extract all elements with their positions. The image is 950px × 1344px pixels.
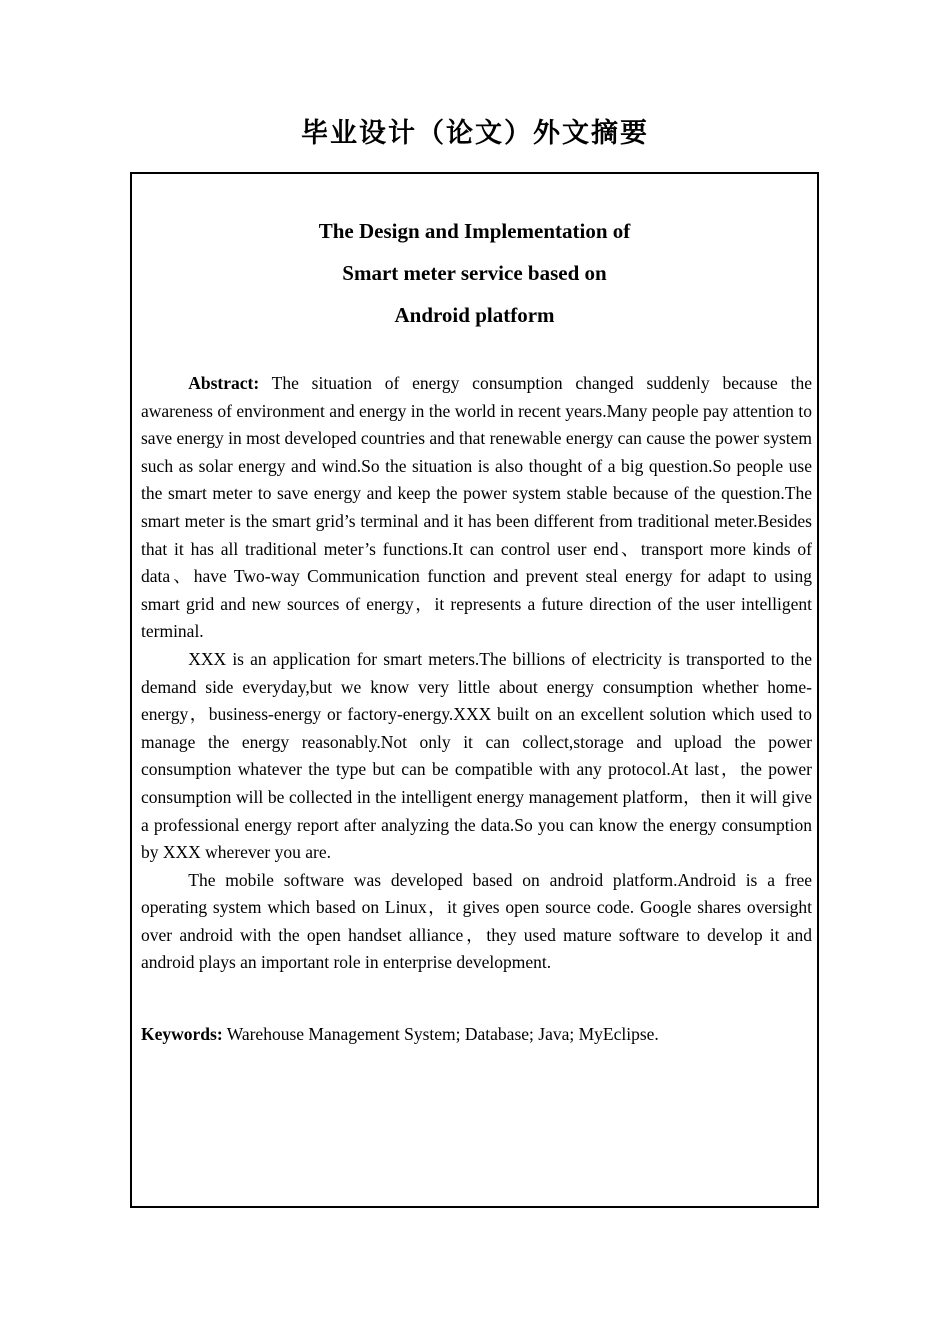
keywords-label: Keywords:	[141, 1024, 223, 1044]
keywords-text: Warehouse Management System; Database; Java; MyEclipse.	[222, 1024, 659, 1044]
abstract-paragraph-1-text: The situation of energy consumption changed suddenly because the awareness of environment and energy in the world in recent years.Many people pay attention to save energy in most developed countries and that renewable energy can cause the power system such as solar energy and wind.So the situation is also thought of a big question.So people use the smart meter to save energy and keep the power system stable because of the question.The smart meter is the smart grid’s terminal and it has been different from traditional meter.Besides that it has all traditional meter’s functions.It can control user end、transport more kinds of data、have Two-way Communication function and prevent steal energy for adapt to using smart grid and new sources of energy，it represents a future direction of the user intelligent terminal.	[141, 373, 812, 642]
title-line-1: The Design and Implementation of	[318, 219, 631, 243]
title-line-3: Android platform	[394, 303, 555, 327]
title-line-2: Smart meter service based on	[342, 261, 607, 285]
page-heading: 毕业设计（论文）外文摘要	[301, 118, 649, 149]
abstract-label: Abstract:	[188, 373, 260, 393]
paper-title	[132, 210, 817, 336]
abstract-paragraph-2: XXX is an application for smart meters.The billions of electricity is transported to the demand side everyday,but we know very little about energy consumption whether home-energy，business-energy or factory-energy.XXX built on an excellent solution which used to manage the energy reasonably.Not only it can collect,storage and upload the power consumption whatever the type but can be compatible with any protocol.At last，the power consumption will be collected in the intelligent energy management platform，then it will give a professional energy report after analyzing the data.So you can know the energy consumption by XXX wherever you are.	[141, 648, 812, 863]
abstract-paragraph-1	[141, 370, 812, 646]
abstract-body	[141, 370, 812, 977]
abstract-frame	[130, 172, 819, 1208]
abstract-paragraph-3: The mobile software was developed based on android platform.Android is a free operating system which based on Linux，it gives open source code. Google shares oversight over android with the open handset alliance，they used mature software to develop it and android plays an important role in enterprise development.	[141, 869, 812, 973]
keywords-line	[141, 1020, 812, 1048]
